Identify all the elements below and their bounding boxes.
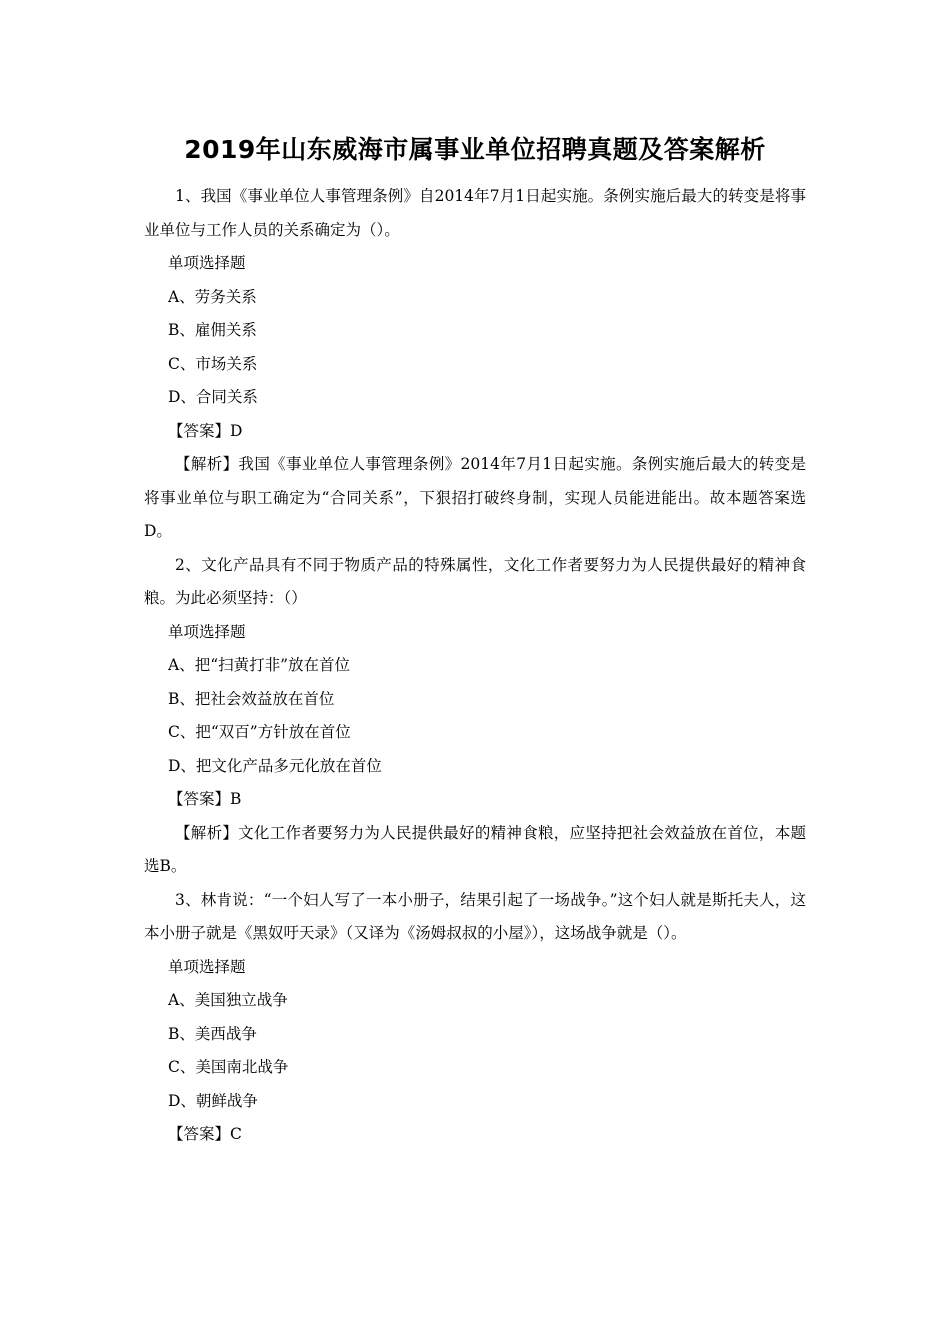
- option-d: D、把文化产品多元化放在首位: [168, 756, 382, 775]
- answer: 【答案】D: [168, 421, 243, 440]
- option-d: D、朝鲜战争: [168, 1091, 258, 1110]
- option-b: B、美西战争: [168, 1024, 257, 1043]
- option-a: A、美国独立战争: [168, 991, 288, 1009]
- question-block: [144, 549, 806, 884]
- option-c: C、美国南北战争: [168, 1058, 289, 1076]
- question-stem: 1、我国《事业单位人事管理条例》自2014年7月1日起实施。条例实施后最大的转变是将事业单位与工作人员的关系确定为（）。: [144, 187, 806, 239]
- question-block: [144, 884, 806, 1152]
- answer: 【答案】B: [168, 790, 242, 808]
- option-b: B、雇佣关系: [168, 321, 257, 339]
- option-a: A、把“扫黄打非”放在首位: [168, 656, 351, 674]
- option-b: B、把社会效益放在首位: [168, 689, 335, 708]
- document-body: [144, 180, 806, 1152]
- question-stem: 2、文化产品具有不同于物质产品的特殊属性，文化工作者要努力为人民提供最好的精神食粮。为此必须坚持：（）: [144, 555, 806, 607]
- question-type: 单项选择题: [168, 622, 246, 641]
- document-title: 2019年山东威海市属事业单位招聘真题及答案解析: [184, 135, 766, 164]
- option-c: C、市场关系: [168, 354, 258, 373]
- option-a: A、劳务关系: [168, 287, 257, 306]
- question-type: 单项选择题: [168, 957, 246, 976]
- question-stem: 3、林肯说：“一个妇人写了一本小册子，结果引起了一场战争。”这个妇人就是斯托夫人，这本小册子就是《黑奴吁天录》（又译为《汤姆叔叔的小屋》），这场战争就是（）。: [144, 890, 806, 942]
- analysis: 【解析】文化工作者要努力为人民提供最好的精神食粮，应坚持把社会效益放在首位，本题选B。: [144, 823, 806, 875]
- question-type: 单项选择题: [168, 254, 246, 272]
- option-c: C、把“双百”方针放在首位: [168, 723, 351, 741]
- analysis: 【解析】我国《事业单位人事管理条例》2014年7月1日起实施。条例实施后最大的转变是将事业单位与职工确定为“合同关系”，下狠招打破终身制，实现人员能进能出。故本题答案选D。: [144, 455, 806, 540]
- answer: 【答案】C: [168, 1125, 242, 1143]
- question-block: [144, 180, 806, 549]
- option-d: D、合同关系: [168, 388, 258, 406]
